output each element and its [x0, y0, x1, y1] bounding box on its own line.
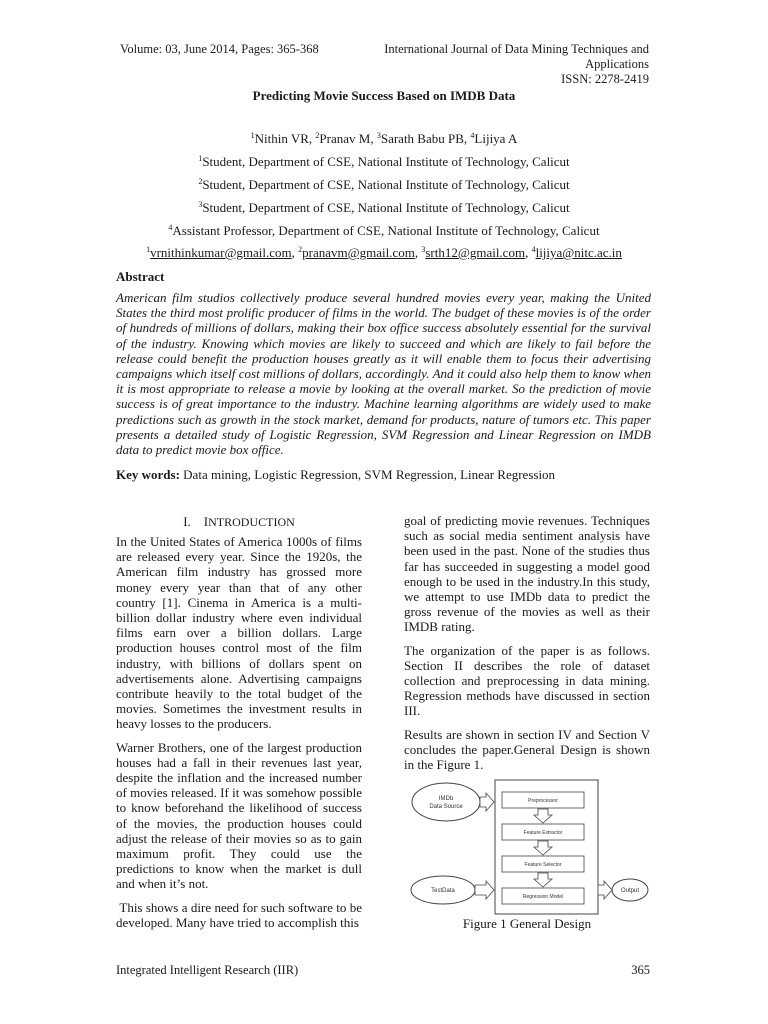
- email-sup: 1: [146, 245, 151, 254]
- affiliation-sup: 1: [198, 154, 203, 163]
- section-number: I.: [183, 514, 191, 529]
- author-sup: 2: [315, 131, 320, 140]
- paragraph: Results are shown in section IV and Section V concludes the paper.General Design is shown in the Figure 1.: [404, 726, 650, 773]
- keywords-text: Data mining, Logistic Regression, SVM Regression, Linear Regression: [183, 467, 556, 482]
- testdata-label: TestData: [431, 888, 455, 894]
- footer-publisher: Integrated Intelligent Research (IIR): [116, 963, 299, 977]
- imdb-sublabel: Data Source: [429, 804, 463, 810]
- affiliation-line: [0, 154, 768, 170]
- paragraph: Warner Brothers, one of the largest production houses had a fall in their revenues last year, despite the inflation and the increased number of movies released. If it was somehow possible to know beforehand the likelihood of success of the movies, the production houses could adjust the release of their movies so as to gain maximum profit. They could use the predictions to know when the market is dull and when it’s not.: [116, 739, 362, 892]
- left-column: [116, 534, 366, 938]
- affiliation-text: Student, Department of CSE, National Institute of Technology, Calicut: [202, 177, 570, 192]
- author-name: Pranav M: [319, 131, 371, 146]
- regression-model-label: Regression Model: [522, 894, 564, 900]
- general-design-diagram: [410, 778, 650, 920]
- feature-selector-label: Feature Selector: [524, 862, 562, 868]
- author-name: Nithin VR: [254, 131, 309, 146]
- email-sup: 3: [421, 245, 426, 254]
- arrow-output: [598, 881, 612, 899]
- email-sup: 2: [298, 245, 303, 254]
- section-title-rest: NTRODUCTION: [208, 515, 295, 529]
- affiliation-sup: 3: [198, 200, 203, 209]
- email-link[interactable]: pranavm@gmail.com: [302, 245, 415, 260]
- affiliation-sup: 4: [168, 223, 173, 232]
- email-line: $^1$vrnithinkumar@gmail.com, $^2$pranavm@gmail.com, $^3$srth12@gmail.com, $^4$lijiya@nitc.ac.in: [146, 245, 622, 260]
- imdb-data-source-node: [412, 783, 480, 821]
- affiliation-text: Student, Department of CSE, National Institute of Technology, Calicut: [202, 200, 570, 215]
- page-number: 365: [631, 963, 650, 977]
- keywords-label: Key words:: [116, 467, 180, 482]
- author-line: $^1$Nithin VR, $^2$Pranav M, $^3$Sarath Babu PB, $^4$Lijiya A: [250, 131, 518, 146]
- keywords: [116, 467, 555, 483]
- arrow-testdata: [475, 881, 494, 899]
- figure-caption: Figure 1 General Design: [462, 916, 592, 931]
- affiliation-text: Student, Department of CSE, National Institute of Technology, Calicut: [202, 154, 570, 169]
- abstract-text: American film studios collectively produce several hundred movies every year, making the United States the third most prolific producer of films in the world. The budget of these movies is of the order of hundreds of millions of dollars, making their box office success absolutely essential for the survival of the industry. Knowing which movies are likely to succeed and which are likely to fail before the release could benefit the production houses greatly as it will enable them to focus their advertising campaigns which itself cost millions of dollars, accordingly. And it could also help them to know when it is most appropriate to release a movie by looking at the overall market. So the prediction of movie success is of great importance to the industry. Machine learning algorithms are widely used to make predictions such as growth in the stock market, demand for products, nature of tumors etc. This paper presents a detailed study of Logistic Regression, SVM Regression and Linear Regression on IMDB data to predict movie box office.: [116, 290, 651, 458]
- author-name: Lijiya A: [474, 131, 518, 146]
- email-link[interactable]: lijiya@nitc.ac.in: [535, 245, 622, 260]
- section-title-first: I: [203, 514, 209, 529]
- preprocessor-label: Preprocessor: [528, 798, 558, 804]
- header-issn: ISSN: 2278-2419: [561, 72, 649, 86]
- email-sup: 4: [531, 245, 536, 254]
- paragraph: goal of predicting movie revenues. Techniques such as social media sentiment analysis have been used in the past. None of the studies thus far has succeeded in suggesting a model good enough to be used in the industry.In this study, we attempt to use IMDb data to predict the gross revenue of the movies as well as their IMDB rating.: [404, 513, 650, 635]
- paragraph: The organization of the paper is as follows. Section II describes the role of dataset collection and preprocessing in data mining. Regression methods have discussed in section III.: [404, 642, 650, 719]
- output-label: Output: [620, 888, 640, 894]
- paper-title: Predicting Movie Success Based on IMDB Data: [252, 88, 516, 103]
- paragraph: In the United States of America 1000s of films are released every year. Since the 1920s, the American film industry has grossed more money every year than that of any other country [1]. Cinema in America is a multi-billion dollar industry where even individual films earn over a billion dollars. Large production houses control most of the film industry, with billions of dollars spent on advertisements alone. Advertising campaigns contribute heavily to the total budget of the movies. Sometimes the investment results in heavy losses to the producers.: [116, 534, 362, 732]
- arrow-imdb: [480, 793, 494, 811]
- abstract-heading: Abstract: [116, 269, 165, 284]
- author-sup: 3: [376, 131, 381, 140]
- paragraph: This shows a dire need for such software to be developed. Many have tried to accomplish this: [116, 899, 366, 930]
- author-sup: 1: [250, 131, 255, 140]
- email-link[interactable]: vrnithinkumar@gmail.com: [150, 245, 292, 260]
- affiliation-sup: 2: [198, 177, 203, 186]
- author-sup: 4: [470, 131, 475, 140]
- header-volume: Volume: 03, June 2014, Pages: 365-368: [120, 42, 319, 56]
- right-column: [404, 513, 650, 780]
- section-heading: [116, 514, 362, 530]
- imdb-label: IMDb: [438, 796, 454, 802]
- feature-extractor-label: Feature Extractor: [523, 830, 563, 836]
- header-journal-block: [333, 42, 649, 87]
- header-journal: International Journal of Data Mining Techniques and Applications: [384, 42, 649, 71]
- affiliation-line: [0, 200, 768, 216]
- affiliation-line: [0, 223, 768, 239]
- email-link[interactable]: srth12@gmail.com: [425, 245, 526, 260]
- affiliation-line: [0, 177, 768, 193]
- author-name: Sarath Babu PB: [380, 131, 464, 146]
- affiliation-text: Assistant Professor, Department of CSE, National Institute of Technology, Calicut: [172, 223, 600, 238]
